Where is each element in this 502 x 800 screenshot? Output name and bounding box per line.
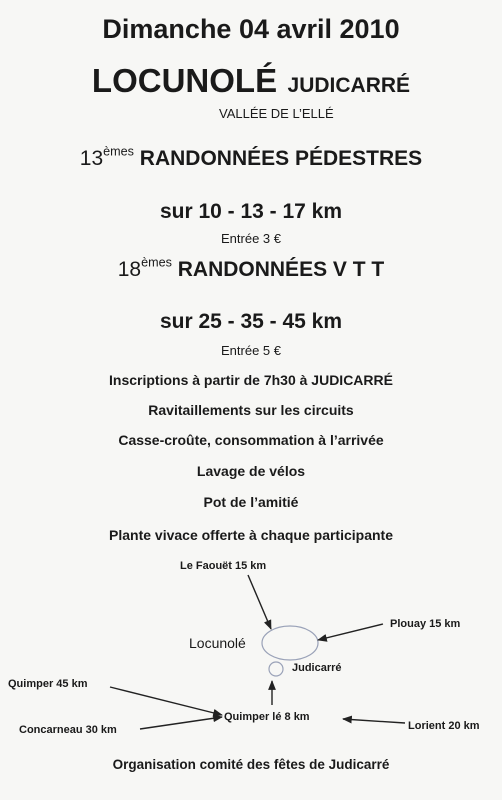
arrow-concarneau bbox=[140, 717, 222, 729]
pedestres-suffix: èmes bbox=[103, 144, 134, 159]
label-plouay: Plouay 15 km bbox=[390, 618, 461, 630]
arrow-quimper bbox=[110, 687, 222, 715]
town-name: LOCUNOLÉ bbox=[91, 62, 278, 99]
organizer-footer: Organisation comité des fêtes de Judicarré bbox=[112, 757, 390, 772]
label-judicarre: Judicarré bbox=[292, 662, 342, 674]
label-le-faouet: Le Faouët 15 km bbox=[180, 560, 267, 572]
judicarre-circle bbox=[269, 662, 283, 676]
label-concarneau: Concarneau 30 km bbox=[19, 724, 117, 736]
info-bike-wash: Lavage de vélos bbox=[196, 463, 306, 479]
arrow-lorient bbox=[343, 719, 405, 723]
pedestres-number: 13 bbox=[79, 147, 104, 170]
info-snack: Casse-croûte, consommation à l’arrivée bbox=[118, 432, 384, 448]
vtt-distances: sur 25 - 35 - 45 km bbox=[159, 310, 343, 333]
locunole-circle bbox=[262, 626, 318, 660]
valley-name: VALLÉE DE L’ELLÉ bbox=[219, 106, 334, 121]
pedestres-label: RANDONNÉES PÉDESTRES bbox=[139, 147, 423, 170]
info-registration: Inscriptions à partir de 7h30 à JUDICARRÉ bbox=[109, 372, 393, 388]
label-lorient: Lorient 20 km bbox=[408, 720, 480, 732]
label-quimperle: Quimper lé 8 km bbox=[224, 711, 310, 723]
vtt-suffix: èmes bbox=[141, 255, 172, 270]
pedestres-distances: sur 10 - 13 - 17 km bbox=[159, 200, 343, 223]
info-plant-gift: Plante vivace offerte à chaque participante bbox=[109, 527, 393, 543]
info-supplies: Ravitaillements sur les circuits bbox=[148, 402, 354, 418]
vtt-fee: Entrée 5 € bbox=[221, 343, 281, 358]
vtt-label: RANDONNÉES V T T bbox=[177, 258, 385, 281]
event-date: Dimanche 04 avril 2010 bbox=[102, 14, 400, 44]
arrow-le-faouet bbox=[248, 575, 271, 629]
arrow-plouay bbox=[318, 624, 383, 640]
label-quimper: Quimper 45 km bbox=[8, 678, 88, 690]
pedestres-fee: Entrée 3 € bbox=[221, 231, 281, 246]
info-friendship-drink: Pot de l’amitié bbox=[203, 494, 299, 510]
vtt-number: 18 bbox=[117, 258, 142, 281]
town-subtitle: JUDICARRÉ bbox=[287, 74, 411, 97]
label-locunole: Locunolé bbox=[189, 635, 246, 651]
